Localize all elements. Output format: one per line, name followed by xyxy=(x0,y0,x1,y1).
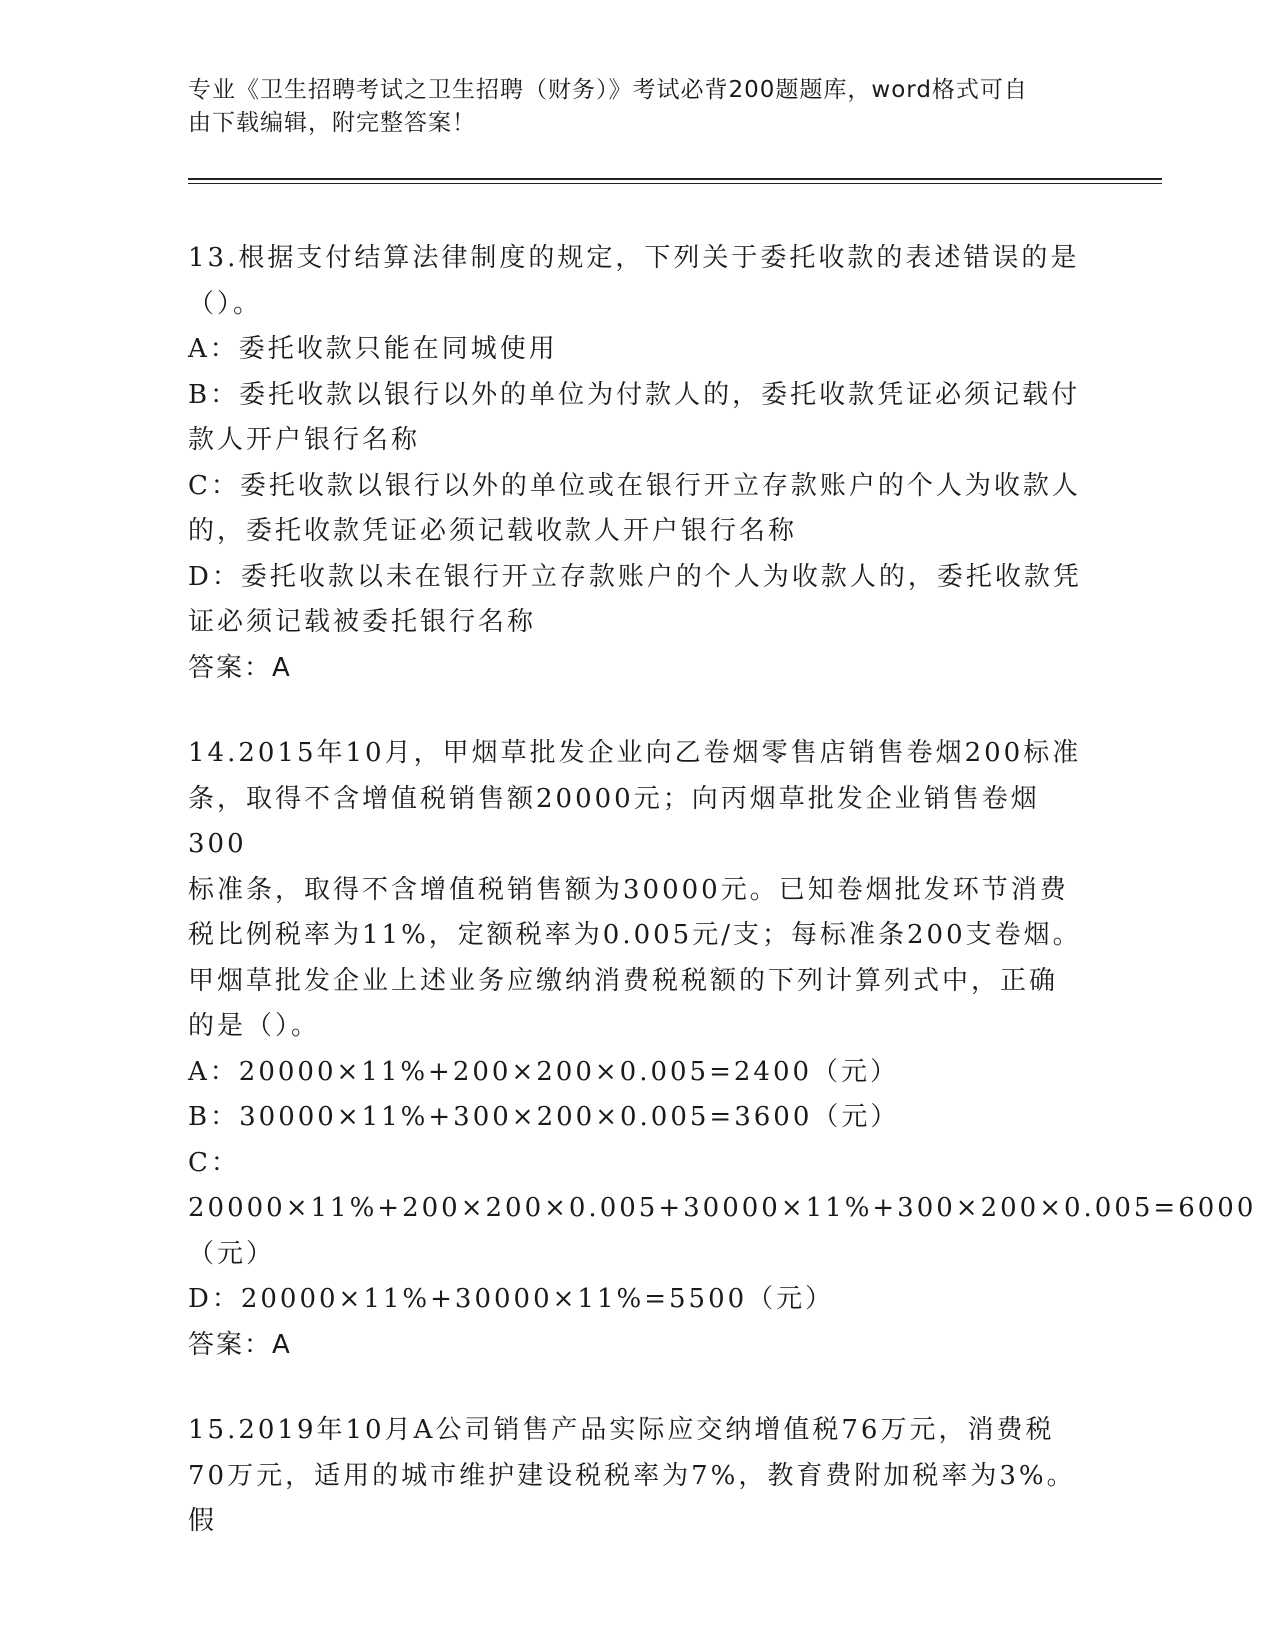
question-line: 13.根据支付结算法律制度的规定，下列关于委托收款的表述错误的是 xyxy=(188,243,1080,273)
question-line: 的是（）。 xyxy=(188,1011,321,1041)
question-line: A：委托收款只能在同城使用 xyxy=(188,334,558,364)
question-line: B：委托收款以银行以外的单位为付款人的，委托收款凭证必须记载付 xyxy=(188,379,1081,410)
question-line: D：20000×11%+30000×11%=5500（元） xyxy=(188,1284,835,1314)
question-line: 14.2015年10月，甲烟草批发企业向乙卷烟零售店销售卷烟200标准 xyxy=(188,738,1082,768)
question-block xyxy=(188,236,1088,691)
answer-line: 答案：A xyxy=(188,1329,292,1360)
question-line: （）。 xyxy=(188,288,263,319)
question-line: 税比例税率为11%，定额税率为0.005元/支；每标准条200支卷烟。 xyxy=(188,920,1082,950)
question-block xyxy=(188,731,1257,1368)
header-line-2: 由下载编辑，附完整答案！ xyxy=(188,110,476,136)
question-line: B：30000×11%+300×200×0.005=3600（元） xyxy=(188,1102,900,1132)
header-divider-thick xyxy=(188,178,1162,180)
answer-line: 答案：A xyxy=(188,652,292,683)
page-header xyxy=(188,74,1088,140)
question-line: 甲烟草批发企业上述业务应缴纳消费税税额的下列计算列式中，正确 xyxy=(188,965,1059,996)
question-line: 条，取得不含增值税销售额20000元；向丙烟草批发企业销售卷烟300 xyxy=(188,783,1040,859)
question-line: D：委托收款以未在银行开立存款账户的个人为收款人的，委托收款凭 xyxy=(188,561,1082,592)
question-list xyxy=(188,236,1257,1585)
question-line: C：委托收款以银行以外的单位或在银行开立存款账户的个人为收款人 xyxy=(188,470,1081,501)
question-block xyxy=(188,1408,1088,1545)
question-line: A：20000×11%+200×200×0.005=2400（元） xyxy=(188,1056,900,1087)
question-line: 70万元，适用的城市维护建设税税率为7%，教育费附加税率为3%。假 xyxy=(188,1460,1076,1536)
header-divider-thin xyxy=(188,183,1162,184)
question-line: C：20000×11%+200×200×0.005+30000×11%+300×200×0.005=6000 xyxy=(188,1147,1257,1223)
question-line: 15.2019年10月A公司销售产品实际应交纳增值税76万元，消费税 xyxy=(188,1415,1055,1445)
question-line: 标准条，取得不含增值税销售额为30000元。已知卷烟批发环节消费 xyxy=(188,874,1069,905)
question-line: 证必须记载被委托银行名称 xyxy=(188,607,537,637)
header-line-1: 专业《卫生招聘考试之卫生招聘（财务）》考试必背200题题库，word格式可自 xyxy=(188,77,1028,103)
question-line: 的，委托收款凭证必须记载收款人开户银行名称 xyxy=(188,516,798,546)
question-line: 款人开户银行名称 xyxy=(188,425,421,455)
question-line: （元） xyxy=(188,1238,276,1269)
